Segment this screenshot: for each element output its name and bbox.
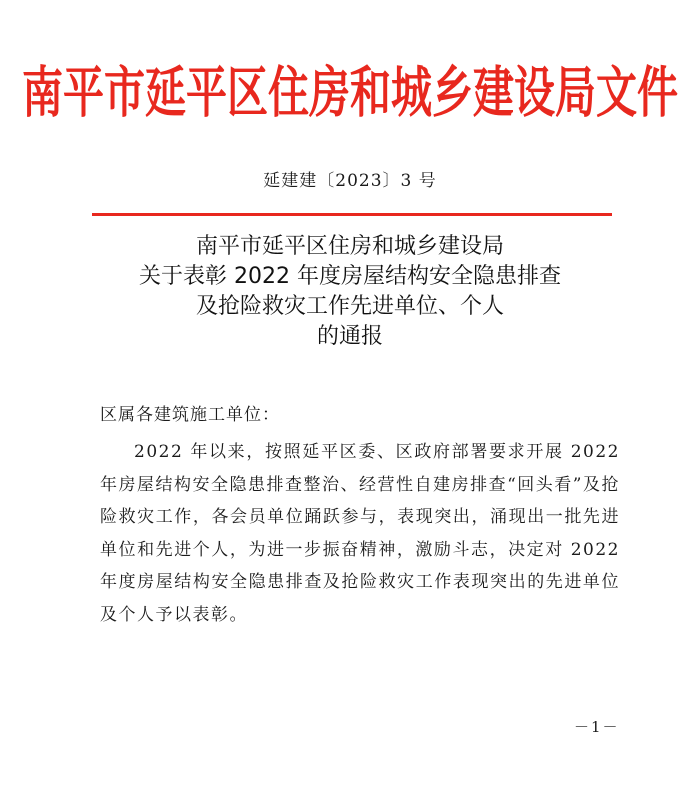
notice-title (0, 232, 700, 352)
body-paragraph: 2022 年以来，按照延平区委、区政府部署要求开展 2022 年房屋结构安全隐患排查整治、经营性自建房排查“回头看”及抢险救灾工作，各会员单位踊跃参与，表现突出，涌现出一批先进单位和先进个人，为进一步振奋精神，激励斗志，决定对 2022 年度房屋结构安全隐患排查及抢险救灾工作表现突出的先进单位及个人予以表彰。 (100, 442, 620, 625)
page-number: －1－ (574, 718, 620, 736)
red-divider-line (92, 213, 612, 216)
notice-title-line-4: 的通报 (316, 324, 383, 349)
notice-title-line-1: 南平市延平区住房和城乡建设局 (195, 234, 504, 259)
notice-title-line-3: 及抢险救灾工作先进单位、个人 (195, 294, 504, 319)
salutation: 区属各建筑施工单位： (100, 405, 280, 425)
document-number: 延建建〔2023〕3 号 (263, 171, 437, 191)
notice-title-line-2: 关于表彰 2022 年度房屋结构安全隐患排查 (139, 264, 561, 289)
document-header-title: 南平市延平区住房和城乡建设局文件 (22, 60, 678, 125)
